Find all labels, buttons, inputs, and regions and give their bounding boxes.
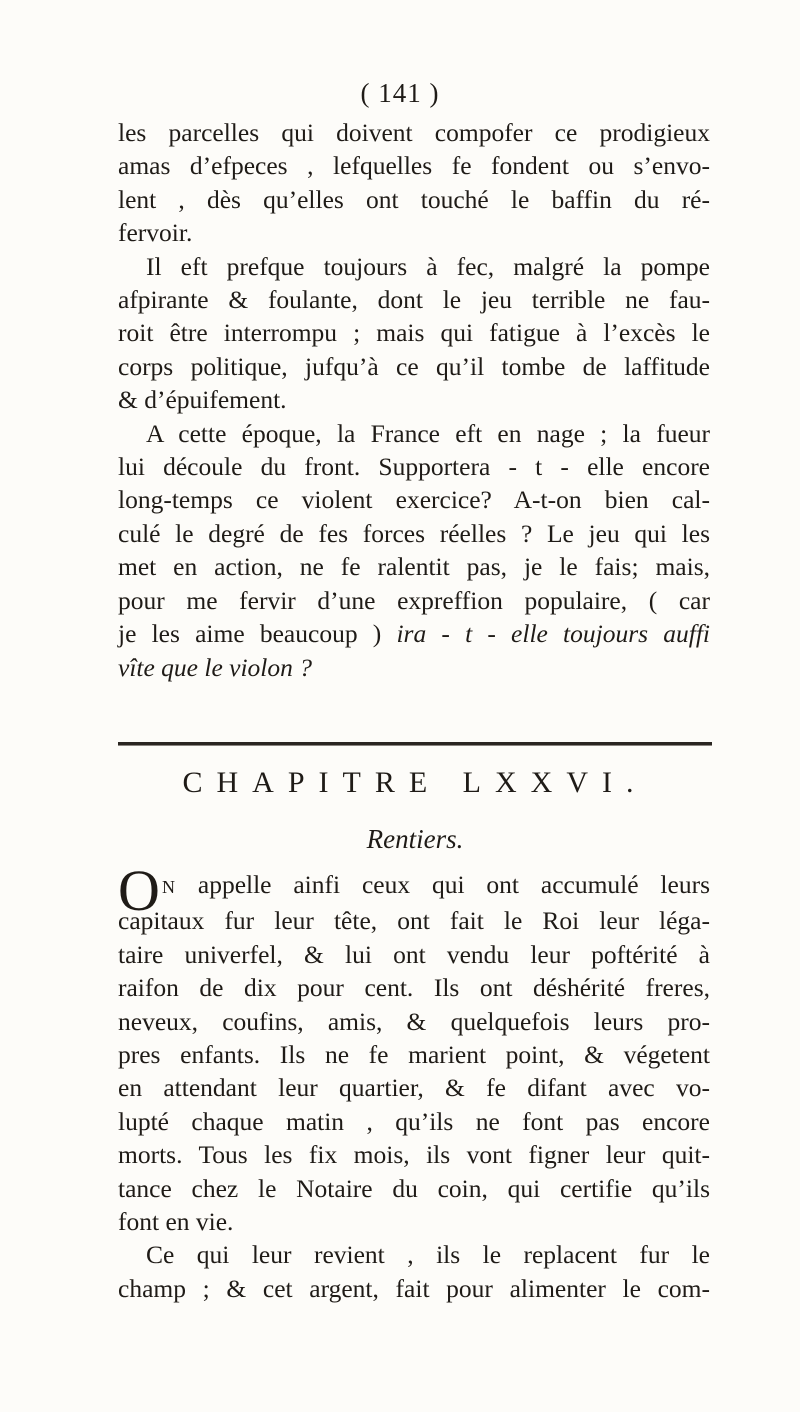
text-line: pres enfants. Ils ne fe marient point, & végetent — [118, 1040, 710, 1070]
text-line: capitaux fur leur tête, ont fait le Roi leur léga- — [118, 906, 710, 936]
text-line: lui découle du front. Supportera - t - elle encore — [118, 452, 710, 482]
lower-text-block — [118, 868, 710, 1305]
paragraph-2 — [118, 250, 710, 417]
text-line: en attendant leur quartier, & fe difant avec vo- — [118, 1073, 710, 1103]
text-line: morts. Tous les fix mois, ils vont figner leur quit- — [118, 1140, 710, 1170]
text-line: font en vie. — [118, 1207, 234, 1237]
text-line: roit être interrompu ; mais qui fatigue à l’excès le — [118, 318, 710, 348]
text-line: & d’épuifement. — [118, 385, 287, 415]
text-line: A cette époque, la France eft en nage ; la fueur — [146, 418, 710, 448]
text-line: long-temps ce violent exercice? A-t-on bien cal- — [118, 485, 710, 515]
text-line: les parcelles qui doivent compofer ce prodigieux — [118, 118, 710, 147]
text-line: pour me fervir d’une expreffion populaire, ( car — [118, 585, 710, 615]
text-line: corps politique, jufqu’à ce qu’il tombe de laffitude — [118, 351, 710, 381]
paragraph-4 — [118, 868, 710, 1238]
text-fragment: je les aime beaucoup ) — [118, 619, 382, 649]
text-line: fervoir. — [118, 218, 193, 248]
drop-cap-letter: O — [118, 858, 160, 923]
text-line-first — [118, 868, 710, 904]
italic-line: vîte que le violon ? — [118, 652, 313, 682]
chapter-divider-rule — [118, 742, 712, 746]
text-line: raifon de dix pour cent. Ils ont déshérité freres, — [118, 973, 710, 1003]
text-line: neveux, coufins, amis, & quelquefois leurs pro- — [118, 1006, 710, 1036]
text-line: met en action, ne fe ralentit pas, je le fais; mais, — [118, 552, 710, 582]
text-line: tance chez le Notaire du coin, qui certifie qu’ils — [118, 1173, 710, 1203]
text-line: lupté chaque matin , qu’ils ne font pas encore — [118, 1106, 710, 1136]
text-line-mixed — [118, 617, 710, 650]
paragraph-1 — [118, 116, 710, 250]
text-line: Il eft prefque toujours à fec, malgré la pompe — [146, 251, 710, 281]
italic-phrase: ira - t - elle toujours auffi — [396, 619, 711, 649]
chapter-subtitle: Rentiers. — [366, 824, 464, 854]
small-caps-letter: N — [162, 877, 176, 897]
text-line: champ ; & cet argent, fait pour alimenter le com- — [118, 1273, 710, 1303]
text-line: afpirante & foulante, dont le jeu terrible ne fau- — [118, 285, 710, 315]
paragraph-3 — [118, 417, 710, 684]
text-line: culé le degré de fes forces réelles ? Le jeu qui les — [118, 518, 710, 548]
text-line: amas d’efpeces , lefquelles fe fondent ou s’envo- — [118, 151, 710, 181]
text-line: Ce qui leur revient , ils le replacent fur le — [146, 1240, 710, 1270]
text-line: taire univerfel, & lui ont vendu leur poftérité à — [118, 939, 710, 969]
text-line: lent , dès qu’elles ont touché le baffin du ré- — [118, 184, 710, 214]
chapter-title: CHAPITRE LXXVI. — [182, 766, 648, 799]
page-number-header: ( 141 ) — [360, 78, 440, 108]
text-fragment: appelle ainfi ceux qui ont accumulé leurs — [197, 870, 711, 899]
paragraph-5 — [118, 1238, 710, 1305]
upper-text-block — [118, 116, 710, 684]
